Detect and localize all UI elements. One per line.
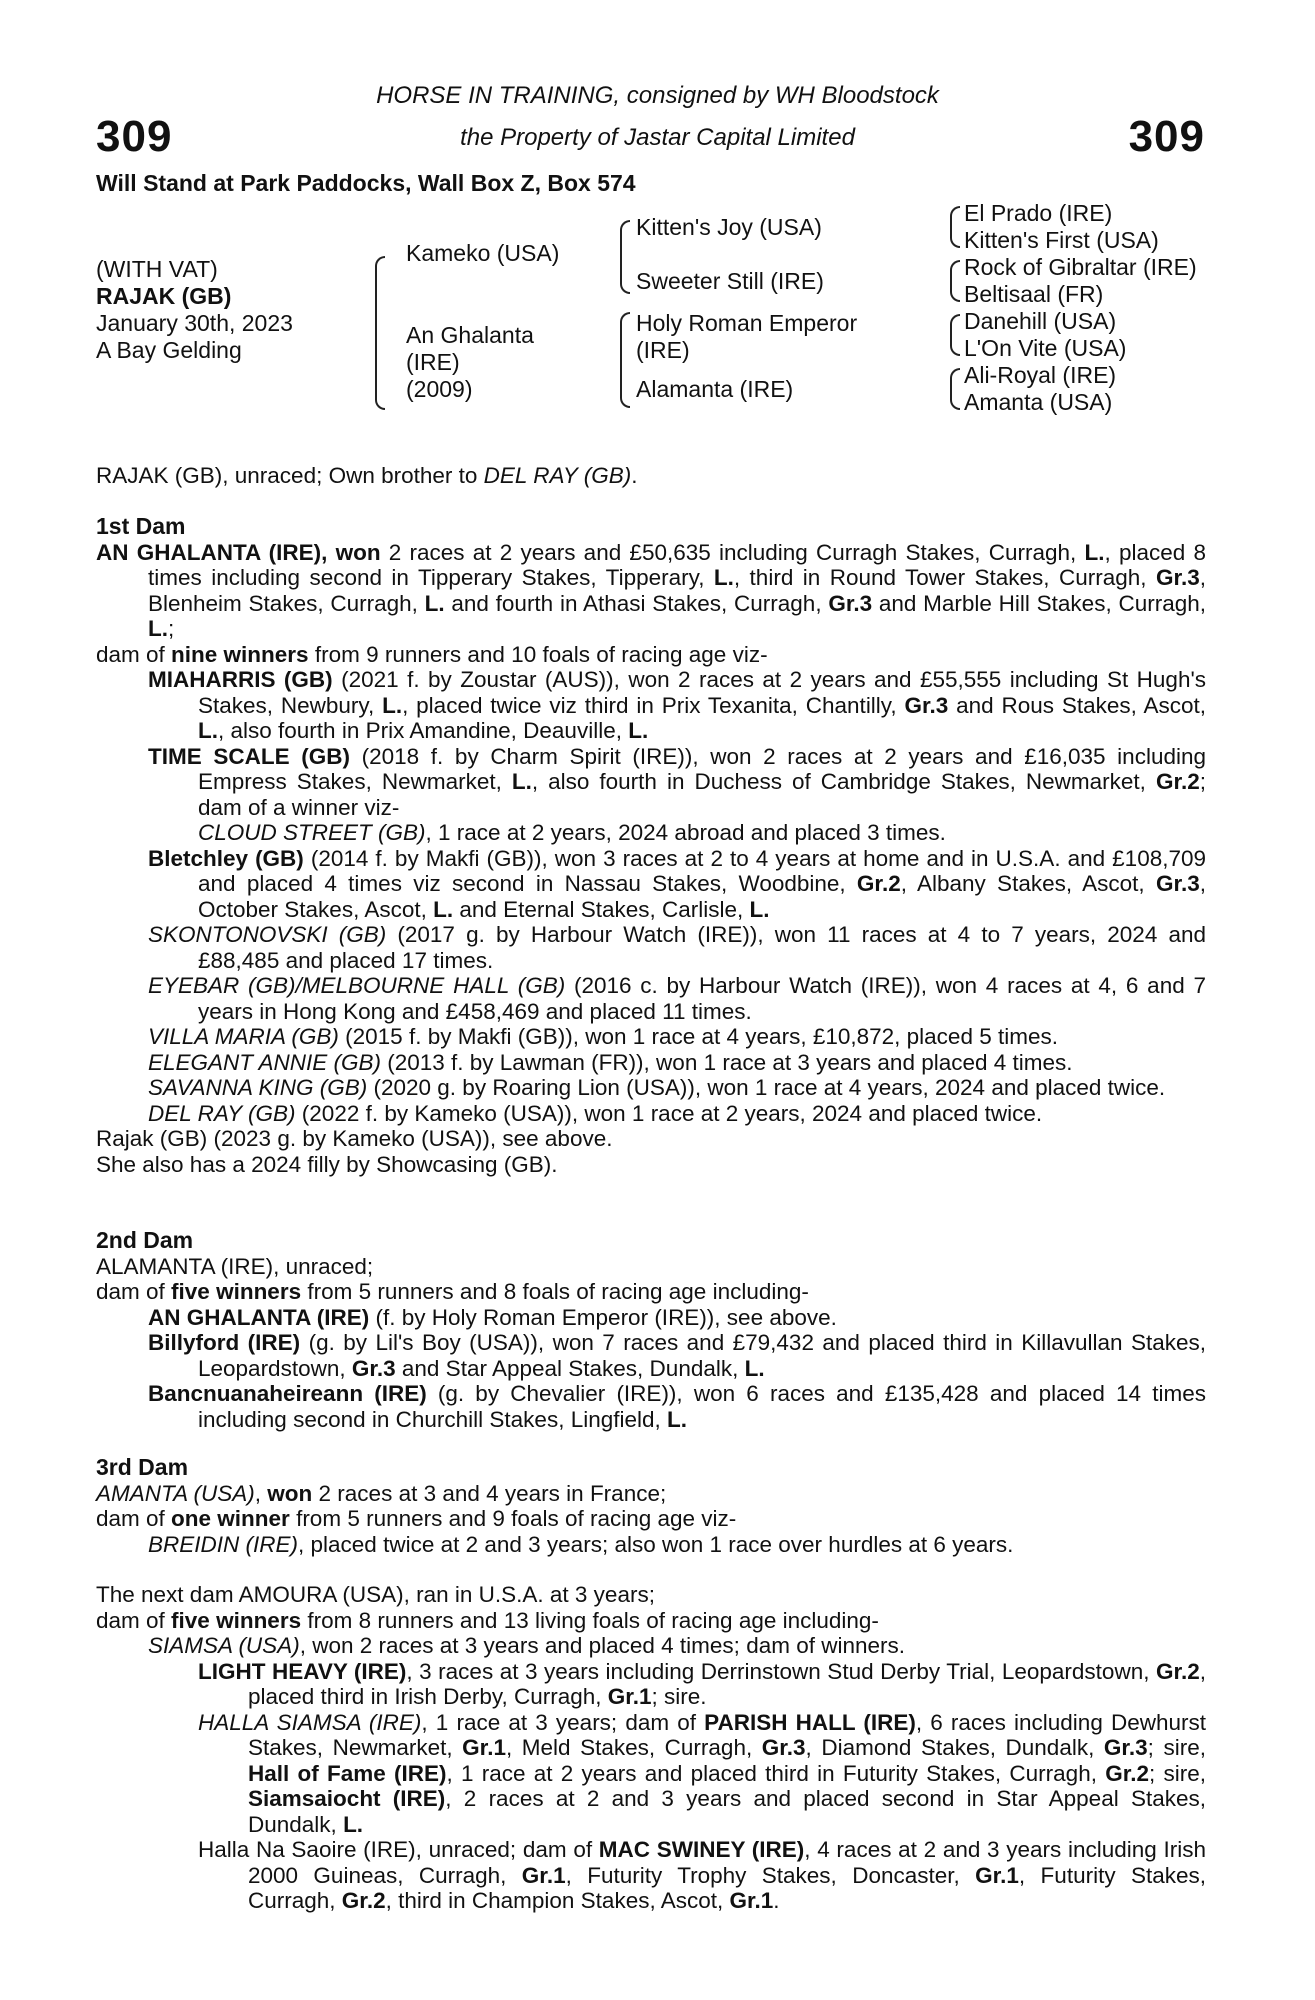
text-run: L.	[744, 1355, 765, 1381]
text-run: MAC SWINEY (IRE)	[598, 1837, 805, 1862]
text-run: , Diamond Stakes, Dundalk,	[805, 1735, 1104, 1760]
text-run: Siamsaiocht (IRE)	[248, 1786, 446, 1811]
text-run: , 1 race at 3 years; dam of	[421, 1709, 705, 1735]
text-run: Bancnuanaheireann (IRE)	[148, 1381, 427, 1406]
text-run: 2 races at 3 and 4 years in France;	[312, 1480, 667, 1506]
text-run: SIAMSA (USA)	[148, 1633, 300, 1658]
text-run: , placed twice viz third in Prix Texanita, Chantilly,	[402, 692, 905, 718]
text-run: (g. by Lil's Boy (USA)), won 7 races and £79,432 and placed third in Killavullan Stakes, Leopardstown,	[198, 1330, 1206, 1381]
pedigree-brace-g78	[950, 368, 960, 410]
text-run: CLOUD STREET (GB)	[198, 820, 426, 845]
property-line: the Property of Jastar Capital Limited	[460, 124, 855, 151]
granddam-2: Kitten's First (USA)	[964, 227, 1159, 253]
text-run: and fourth in Athasi Stakes, Curragh,	[444, 590, 829, 616]
text-run: Rajak (GB) (2023 g. by Kameko (USA)), see above.	[96, 1126, 613, 1151]
text-run: , placed 8 times including second in Tipperary Stakes, Tipperary,	[148, 539, 1206, 590]
dam-sire-origin: (IRE)	[636, 337, 690, 363]
pedigree-entry	[148, 1050, 1206, 1076]
text-run: from 5 runners and 8 foals of racing age including-	[301, 1279, 809, 1304]
text-run: L.	[433, 896, 454, 922]
pedigree-entry	[148, 1101, 1206, 1127]
text-run: Gr.1	[521, 1862, 566, 1888]
pedigree-entry	[96, 1582, 1206, 1608]
text-run: The next dam AMOURA (USA), ran in U.S.A. at 3 years;	[96, 1582, 655, 1607]
dam-name: An Ghalanta	[406, 322, 534, 348]
second-dam-heading: 2nd Dam	[96, 1227, 194, 1253]
text-run: Gr.2	[341, 1888, 386, 1913]
text-run: L.	[1084, 539, 1105, 565]
text-run: , October Stakes, Ascot,	[198, 871, 1206, 922]
text-run: 2 races at 2 years and £50,635 including Curragh Stakes, Curragh,	[380, 539, 1085, 565]
pedigree-entry	[198, 1837, 1206, 1914]
text-run: Gr.3	[1103, 1735, 1148, 1760]
horse-description: A Bay Gelding	[96, 337, 242, 363]
text-run: L.	[713, 565, 734, 590]
dam	[406, 322, 534, 403]
text-run: L.	[749, 896, 770, 922]
text-run: ; sire,	[1149, 1760, 1207, 1786]
text-run: , 1 race at 2 years, 2024 abroad and placed 3 times.	[425, 820, 946, 845]
pedigree-entry	[96, 1254, 1206, 1280]
pedigree-entry	[198, 1659, 1206, 1710]
pedigree-brace-sire	[620, 220, 630, 294]
text-run: Gr.1	[729, 1888, 774, 1913]
first-dam-section	[96, 514, 1206, 1177]
text-run: dam of	[96, 1607, 172, 1633]
text-run: ;	[168, 616, 175, 641]
pedigree-brace-parents	[375, 256, 385, 410]
text-run: from 8 runners and 13 living foals of racing age including-	[301, 1607, 879, 1633]
text-run: , 4 races at 2 and 3 years including Irish 2000 Guineas, Curragh,	[248, 1837, 1206, 1888]
first-dam-produce-summary	[96, 642, 1206, 668]
pedigree-entry	[148, 1024, 1206, 1050]
text-run: , third in Round Tower Stakes, Curragh,	[733, 565, 1156, 590]
text-run: ALAMANTA (IRE), unraced;	[96, 1253, 374, 1279]
first-dam-offspring	[96, 667, 1206, 1152]
text-run: Gr.3	[1155, 871, 1200, 896]
text-run: Gr.3	[761, 1735, 806, 1760]
intro-period: .	[631, 463, 638, 488]
text-run: dam of	[96, 1279, 172, 1304]
text-run: Gr.3	[828, 590, 873, 616]
text-run: AN GHALANTA (IRE), won	[96, 539, 381, 565]
text-run: Gr.2	[1105, 1760, 1149, 1786]
text-run: five winners	[171, 1279, 302, 1304]
dam-sire	[636, 310, 857, 364]
second-dam-section	[96, 1228, 1206, 1432]
text-run: , 3 races at 3 years including Derrinstown Stud Derby Trial, Leopardstown,	[406, 1658, 1156, 1684]
pedigree-entry	[148, 846, 1206, 923]
text-run: and Star Appeal Stakes, Dundalk,	[395, 1355, 745, 1381]
text-run: Gr.2	[1155, 769, 1200, 794]
text-run: (2020 g. by Roaring Lion (USA)), won 1 race at 4 years, 2024 and placed twice.	[367, 1075, 1166, 1100]
text-run: MIAHARRIS (GB)	[148, 667, 333, 692]
text-run: (2021 f. by Zoustar (AUS)), won 2 races at 2 years and £55,555 including St Hugh's Stakes, Newbury,	[198, 667, 1206, 718]
text-run: L.	[382, 692, 403, 718]
consignor-line: HORSE IN TRAINING, consigned by WH Bloodstock	[376, 82, 939, 109]
text-run: ; sire,	[1147, 1735, 1206, 1760]
text-run: and Marble Hill Stakes, Curragh,	[872, 590, 1206, 616]
pedigree-entry	[198, 1710, 1206, 1838]
pedigree-entry	[148, 1532, 1206, 1558]
dam-origin: (IRE)	[406, 349, 460, 375]
sire-sire: Kitten's Joy (USA)	[636, 214, 822, 240]
text-run: Gr.2	[1155, 1658, 1200, 1684]
sire-dam: Sweeter Still (IRE)	[636, 268, 824, 294]
pedigree-entry	[148, 922, 1206, 973]
text-run: , third in Champion Stakes, Ascot,	[385, 1888, 730, 1913]
text-run: L.	[198, 718, 218, 743]
text-run: PARISH HALL (IRE)	[704, 1709, 916, 1735]
pedigree-entry	[148, 973, 1206, 1024]
third-dam-lines	[96, 1481, 1206, 1558]
text-run: Gr.3	[1155, 565, 1200, 590]
third-dam-heading: 3rd Dam	[96, 1454, 189, 1480]
text-run: L.	[343, 1811, 364, 1837]
text-run: EYEBAR (GB)/MELBOURNE HALL (GB)	[148, 973, 566, 998]
second-dam-lines	[96, 1254, 1206, 1433]
pedigree-entry	[96, 1608, 1206, 1634]
text-run: , Futurity Stakes, Curragh,	[248, 1862, 1206, 1913]
granddam-8: Amanta (USA)	[964, 389, 1113, 415]
text-run: (2018 f. by Charm Spirit (IRE)), won 2 races at 2 years and £16,035 including Empress Stakes, Newmarket,	[198, 743, 1206, 794]
intro-text: RAJAK (GB), unraced; Own brother to	[96, 463, 484, 488]
text-run: Gr.1	[462, 1735, 506, 1760]
pedigree-entry	[148, 1381, 1206, 1432]
grandsire-3: Rock of Gibraltar (IRE)	[964, 254, 1197, 280]
text-run: TIME SCALE (GB)	[148, 743, 350, 769]
text-run: (2013 f. by Lawman (FR)), won 1 race at 3 years and placed 4 times.	[380, 1049, 1073, 1075]
first-dam-closing: She also has a 2024 filly by Showcasing (GB).	[96, 1151, 558, 1177]
granddam-6: L'On Vite (USA)	[964, 335, 1127, 361]
pedigree-entry	[148, 1305, 1206, 1331]
grandsire-1: El Prado (IRE)	[964, 200, 1113, 226]
text-run: (f. by Holy Roman Emperor (IRE)), see above.	[369, 1304, 837, 1330]
pedigree-brace-dam	[620, 312, 630, 408]
text-run: won	[267, 1480, 313, 1506]
text-run: , placed third in Irish Derby, Curragh,	[248, 1658, 1206, 1709]
first-dam-heading: 1st Dam	[96, 513, 186, 539]
text-run: , also fourth in Prix Amandine, Deauville,	[218, 718, 629, 743]
text-run: L.	[511, 769, 532, 794]
text-run: (2014 f. by Makfi (GB)), won 3 races at 2 to 4 years at home and in U.S.A. and £108,709 and placed 4 times viz second in Nassau Stakes, Woodbine,	[198, 845, 1207, 896]
text-run: ; dam of a winner viz-	[198, 769, 1206, 820]
intro-sibling: DEL RAY (GB)	[483, 463, 632, 488]
dam-year: (2009)	[406, 376, 473, 402]
text-run: .	[773, 1888, 780, 1913]
text-run: HALLA SIAMSA (IRE)	[198, 1709, 422, 1735]
text-run: SAVANNA KING (GB)	[148, 1075, 368, 1100]
text-run: one winner	[171, 1506, 290, 1531]
text-run: L.	[424, 590, 445, 616]
text-run: LIGHT HEAVY (IRE)	[198, 1658, 407, 1684]
text-run: L.	[148, 616, 168, 641]
text-run: AMANTA (USA)	[96, 1480, 255, 1506]
text-run: Gr.2	[856, 871, 901, 896]
pedigree-entry	[96, 1481, 1206, 1507]
text-run: from 5 runners and 9 foals of racing age viz-	[289, 1506, 737, 1531]
sire: Kameko (USA)	[406, 240, 560, 266]
text-run: Gr.3	[904, 692, 949, 718]
text-run: VILLA MARIA (GB)	[148, 1024, 339, 1049]
pedigree-entry	[148, 1330, 1206, 1381]
lot-number-right: 309	[1128, 112, 1205, 161]
text-run: Gr.3	[351, 1355, 396, 1381]
grandsire-5: Danehill (USA)	[964, 308, 1117, 334]
pedigree-entry	[148, 1633, 1206, 1659]
text-run: (2017 g. by Harbour Watch (IRE)), won 11 races at 4 to 7 years, 2024 and £88,485 and placed 17 times.	[198, 922, 1207, 973]
text-run: AN GHALANTA (IRE)	[148, 1304, 370, 1330]
text-run: , 6 races including Dewhurst Stakes, Newmarket,	[248, 1709, 1207, 1760]
stand-info: Will Stand at Park Paddocks, Wall Box Z, Box 574	[96, 170, 636, 196]
dam-dam: Alamanta (IRE)	[636, 376, 794, 402]
text-run: from 9 runners and 10 foals of racing age viz-	[308, 641, 768, 667]
text-run: , Blenheim Stakes, Curragh,	[148, 565, 1206, 616]
horse-info	[96, 256, 293, 364]
text-run: L.	[628, 718, 649, 743]
text-run: , 1 race at 2 years and placed third in Futurity Stakes, Curragh,	[446, 1760, 1106, 1786]
intro-line	[96, 463, 1206, 489]
dam-sire-name: Holy Roman Emperor	[636, 310, 858, 336]
text-run: , Meld Stakes, Curragh,	[505, 1735, 762, 1760]
pedigree-brace-g56	[950, 314, 960, 356]
text-run: , Albany Stakes, Ascot,	[900, 871, 1156, 896]
pedigree-brace-g12	[950, 206, 960, 248]
text-run: (2016 c. by Harbour Watch (IRE)), won 4 races at 4, 6 and 7 years in Hong Kong and £458,469 and placed 11 times.	[198, 973, 1206, 1024]
text-run: L.	[667, 1406, 688, 1432]
grandsire-7: Ali-Royal (IRE)	[964, 362, 1117, 388]
text-run: , 2 races at 2 and 3 years and placed second in Star Appeal Stakes, Dundalk,	[248, 1786, 1206, 1837]
text-run: Hall of Fame (IRE)	[248, 1760, 447, 1786]
text-run: , placed twice at 2 and 3 years; also won 1 race over hurdles at 6 years.	[298, 1531, 1014, 1557]
next-dam-section	[96, 1582, 1206, 1914]
pedigree-entry	[198, 820, 1206, 846]
text-run: ELEGANT ANNIE (GB)	[148, 1049, 381, 1075]
first-dam-record	[96, 540, 1206, 642]
text-run: Billyford (IRE)	[148, 1330, 301, 1355]
text-run: , also fourth in Duchess of Cambridge Stakes, Newmarket,	[531, 769, 1156, 794]
text-run: and Rous Stakes, Ascot,	[948, 692, 1207, 718]
text-run: (g. by Chevalier (IRE)), won 6 races and £135,428 and placed 14 times including second in Churchill Stakes, Lingfield,	[198, 1381, 1206, 1432]
text-run: SKONTONOVSKI (GB)	[148, 922, 387, 947]
pedigree-entry	[148, 744, 1206, 821]
text-run: ; sire.	[651, 1684, 707, 1709]
text-run: dam of	[96, 641, 172, 667]
vat-label: (WITH VAT)	[96, 256, 218, 282]
text-run: five winners	[171, 1607, 302, 1633]
text-run: Gr.1	[975, 1862, 1019, 1888]
text-run: Bletchley (GB)	[148, 845, 304, 871]
third-dam-section	[96, 1455, 1206, 1557]
pedigree-brace-g34	[950, 260, 960, 302]
pedigree-entry	[96, 1506, 1206, 1532]
pedigree-entry	[148, 1075, 1206, 1101]
text-run: and Eternal Stakes, Carlisle,	[453, 896, 750, 922]
foaling-date: January 30th, 2023	[96, 310, 293, 336]
granddam-4: Beltisaal (FR)	[964, 281, 1104, 307]
text-run: , won 2 races at 3 years and placed 4 times; dam of winners.	[299, 1633, 906, 1658]
text-run: nine winners	[171, 641, 309, 667]
text-run: , Futurity Trophy Stakes, Doncaster,	[565, 1862, 976, 1888]
text-run: (2015 f. by Makfi (GB)), won 1 race at 4 years, £10,872, placed 5 times.	[338, 1024, 1058, 1049]
text-run: Halla Na Saoire (IRE), unraced; dam of	[198, 1837, 599, 1862]
lot-number-left: 309	[96, 112, 173, 161]
pedigree-entry	[96, 1279, 1206, 1305]
text-run: BREIDIN (IRE)	[148, 1531, 299, 1557]
text-run: (2022 f. by Kameko (USA)), won 1 race at 2 years, 2024 and placed twice.	[295, 1100, 1043, 1126]
text-run: ,	[254, 1480, 268, 1506]
pedigree-entry	[96, 1126, 1206, 1152]
horse-name: RAJAK (GB)	[96, 283, 232, 309]
next-dam-lines	[96, 1582, 1206, 1914]
pedigree-entry	[148, 667, 1206, 744]
text-run: DEL RAY (GB)	[148, 1100, 296, 1126]
text-run: Gr.1	[607, 1684, 652, 1709]
text-run: dam of	[96, 1506, 172, 1531]
